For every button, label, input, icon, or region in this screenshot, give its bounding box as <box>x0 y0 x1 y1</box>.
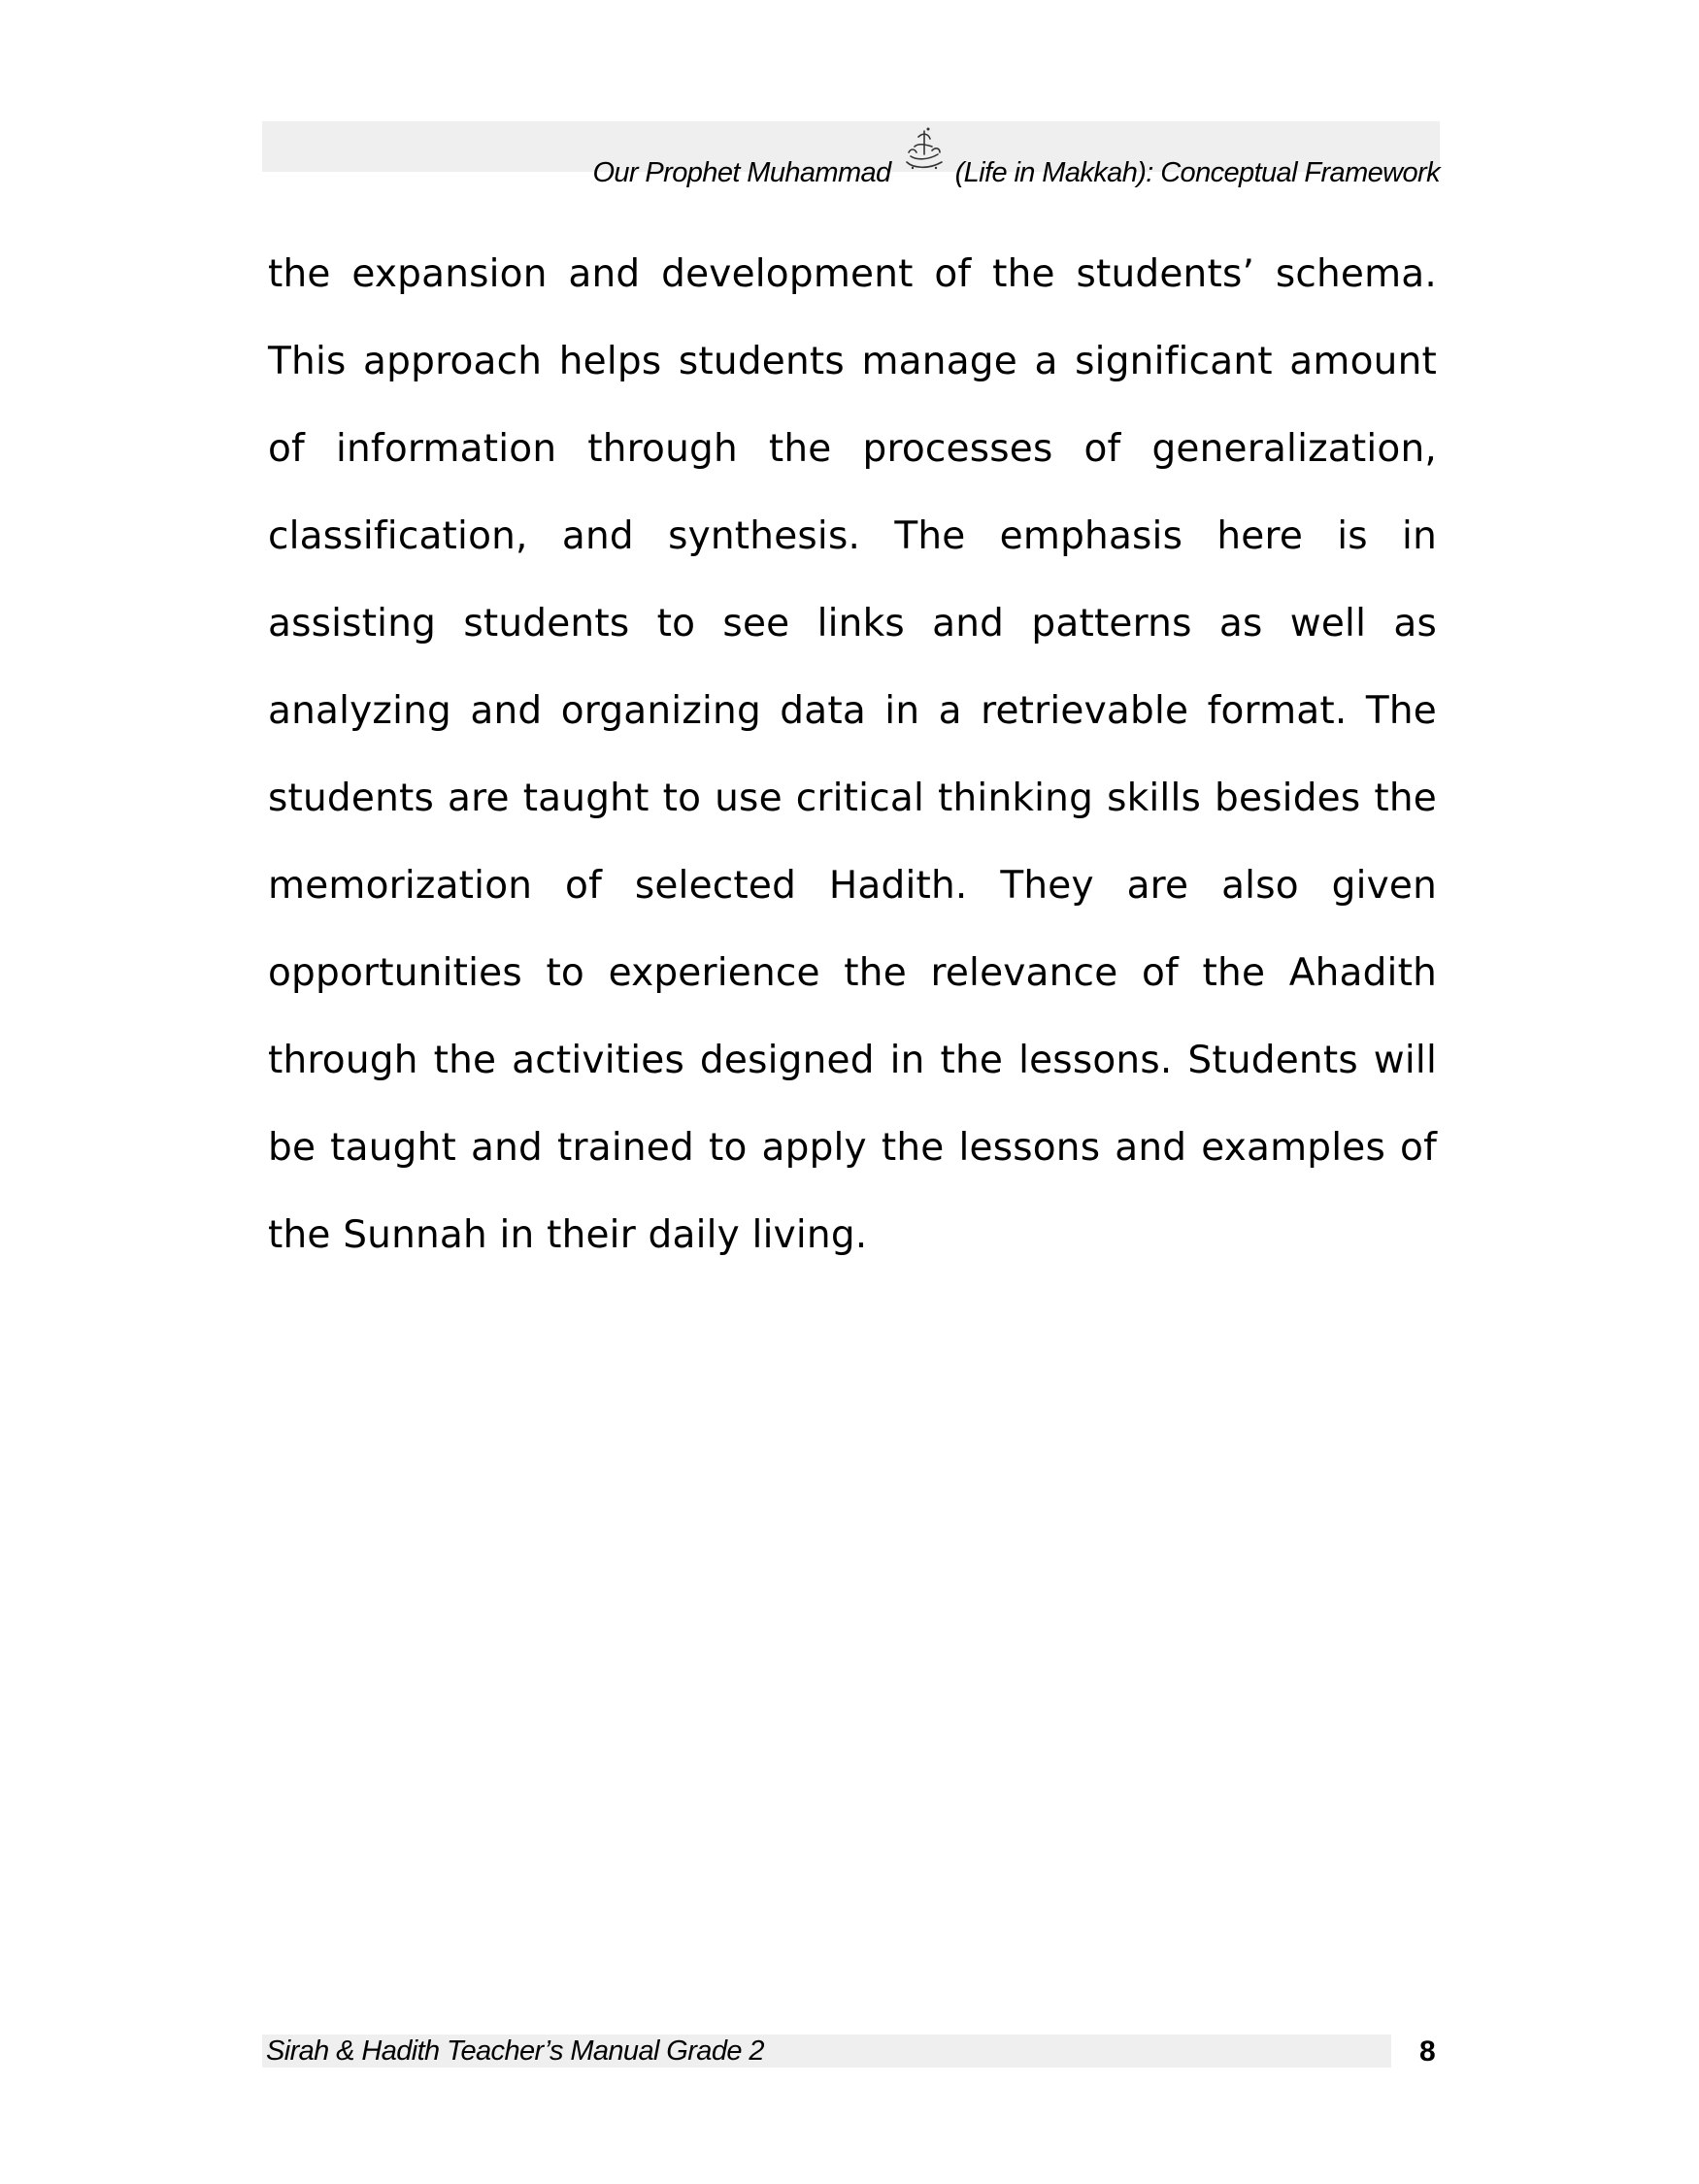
body-paragraph: the expansion and development of the students’ schema. This approach helps students manage a significant amount of information through the processes of generalization, classification, and synthesis. The emphasis here is in assisting students to see links and patterns as well as analyzing and organizing data in a retrievable format. The students are taught to use critical thinking skills besides the memorization of selected Hadith. They are also given opportunities to experience the relevance of the Ahadith through the activities designed in the lessons. Students will be taught and trained to apply the lessons and examples of the Sunnah in their daily living. <box>268 252 1437 1257</box>
header-title <box>592 137 1440 187</box>
footer-manual-title: Sirah & Hadith Teacher’s Manual Grade 2 <box>266 2035 764 2067</box>
pbuh-calligraphy-icon <box>899 125 949 176</box>
page-number: 8 <box>1419 2035 1436 2068</box>
header-title-before: Our Prophet Muhammad <box>592 157 891 188</box>
page-header <box>262 121 1440 188</box>
header-title-after: (Life in Makkah): Conceptual Framework <box>954 157 1440 188</box>
page-footer <box>262 2035 1391 2068</box>
